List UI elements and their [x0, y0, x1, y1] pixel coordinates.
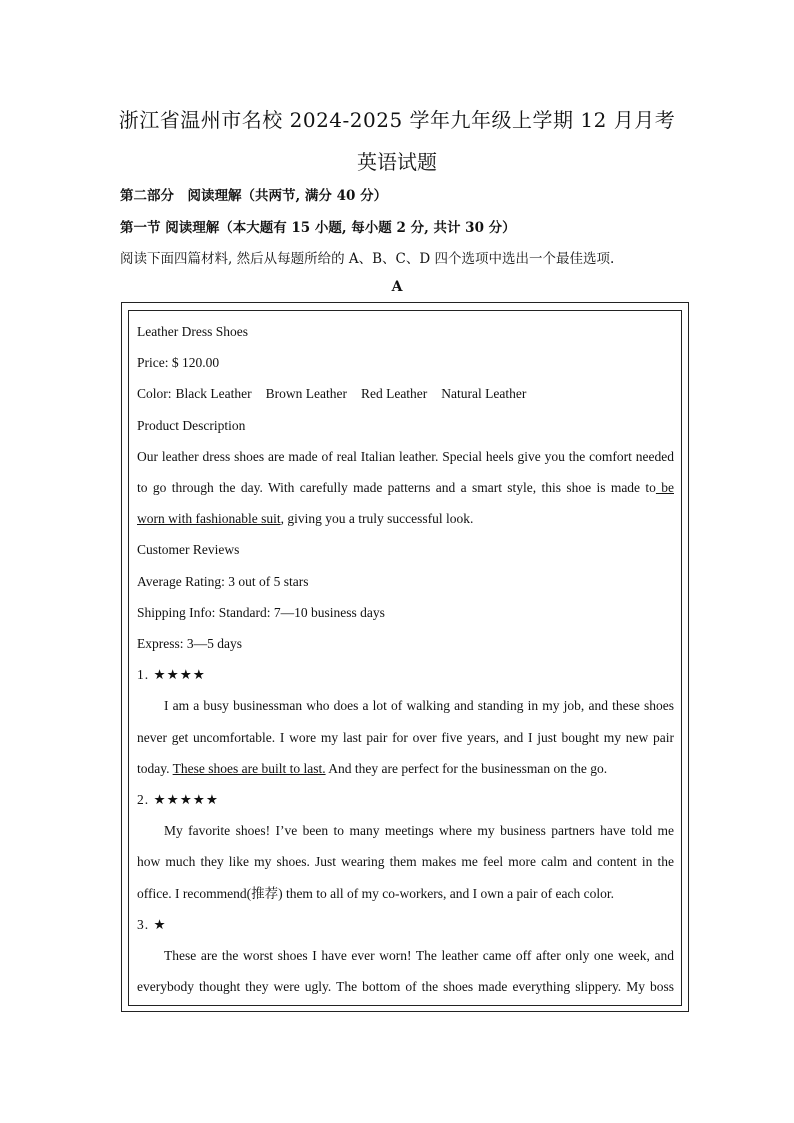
passage-letter: A [391, 279, 403, 295]
underlined-phrase: worn with fashionable suit [137, 511, 281, 527]
instructions: 阅读下面四篇材料, 然后从每题所给的 A、B、C、D 四个选项中选出一个最佳选项. [120, 251, 615, 267]
description-text: to go through the day. With carefully made patterns and a smart style, this shoe is made to [137, 480, 656, 496]
description-line [137, 472, 674, 503]
description-text: , giving you a truly successful look. [280, 511, 474, 527]
section-heading: 第一节 阅读理解（本大题有 15 小题, 每小题 2 分, 共计 30 分） [120, 220, 516, 236]
color-option: Natural Leather [441, 386, 527, 402]
description-heading: Product Description [137, 417, 246, 433]
description-line [137, 503, 674, 534]
color-option: Red Leather [360, 386, 428, 402]
shipping-express: Express: 3—5 days [137, 636, 242, 652]
description-line: Our leather dress shoes are made of real Italian leather. Special heels give you the comfort needed [137, 448, 674, 464]
color-option: Black Leather [175, 386, 252, 402]
product-name: Leather Dress Shoes [137, 324, 248, 339]
review-line [137, 753, 674, 784]
review-line: These are the worst shoes I have ever worn! The leather came off after only one week, and [164, 948, 674, 964]
review-line: office. I recommend(推荐) them to all of my co-workers, and I own a pair of each color. [137, 885, 614, 901]
review-line: I am a busy businessman who does a lot of walking and standing in my job, and these shoes [164, 698, 674, 714]
reviews-heading: Customer Reviews [137, 542, 240, 558]
review-line: My favorite shoes! I’ve been to many meetings where my business partners have told me [164, 823, 674, 839]
underlined-phrase: These shoes are built to last. [172, 760, 326, 776]
color-options [137, 378, 674, 409]
review-line: everybody thought they were ugly. The bottom of the shoes made everything slippery. My boss [137, 979, 674, 995]
color-option: Brown Leather [265, 386, 347, 402]
review-label: 1. ★★★★ [137, 667, 206, 683]
exam-title: 浙江省温州市名校 2024-2025 学年九年级上学期 12 月月考 [118, 108, 676, 132]
average-rating: Average Rating: 3 out of 5 stars [137, 573, 309, 589]
review-text: today. [137, 760, 173, 776]
shipping-standard: Shipping Info: Standard: 7—10 business days [137, 604, 385, 620]
review-text: And they are perfect for the businessman on the go. [325, 760, 608, 776]
review-label: 3. ★ [137, 916, 167, 932]
review-line: how much they like my shoes. Just wearing them makes me feel more calm and content in the [137, 854, 674, 870]
color-label: Color: [137, 386, 172, 402]
review-line: never get uncomfortable. I wore my last pair for over five years, and I just bought my new pair [137, 729, 674, 745]
underlined-phrase: be [655, 480, 674, 496]
passage-content [137, 316, 674, 1002]
product-price: Price: $ 120.00 [137, 355, 220, 371]
part-heading: 第二部分 阅读理解（共两节, 满分 40 分） [120, 188, 388, 204]
exam-subtitle: 英语试题 [357, 150, 437, 174]
review-label: 2. ★★★★★ [137, 792, 220, 808]
